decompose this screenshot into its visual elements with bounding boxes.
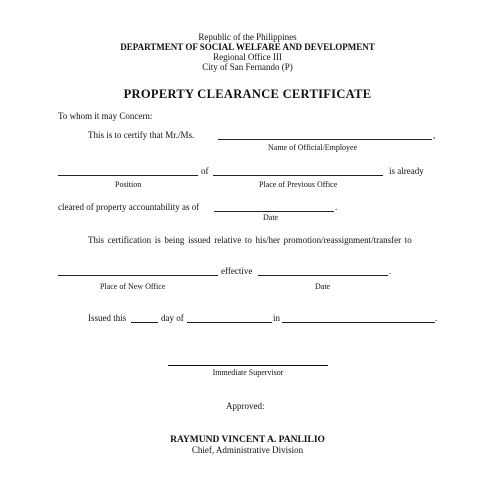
is-already-text: is already <box>389 166 424 176</box>
department-name: DEPARTMENT OF SOCIAL WELFARE AND DEVELOPMENT <box>120 42 375 52</box>
new-office-caption: Place of New Office <box>100 282 166 291</box>
certify-comma: , <box>433 130 436 140</box>
supervisor-caption: Immediate Supervisor <box>212 368 284 377</box>
name-blank[interactable] <box>218 139 432 140</box>
new-office-blank[interactable] <box>58 275 218 276</box>
page-title: PROPERTY CLEARANCE CERTIFICATE <box>123 87 372 101</box>
previous-office-blank[interactable] <box>213 175 383 176</box>
effective-date-blank[interactable] <box>258 275 388 276</box>
regional-office: Regional Office III <box>213 52 282 62</box>
effective-period: . <box>389 266 392 276</box>
name-caption: Name of Official/Employee <box>268 143 358 152</box>
issued-this-text: Issued this <box>88 313 127 323</box>
issued-period: . <box>435 313 438 323</box>
approved-label: Approved: <box>226 401 265 411</box>
supervisor-signature-line[interactable] <box>168 365 328 366</box>
day-of-text: day of <box>161 313 184 323</box>
effective-text: effective <box>221 266 253 276</box>
previous-office-caption: Place of Previous Office <box>259 180 338 189</box>
salutation: To whom it may Concern: <box>58 111 153 121</box>
place-blank[interactable] <box>282 322 435 323</box>
cleared-date-caption: Date <box>263 213 279 222</box>
position-blank[interactable] <box>58 175 198 176</box>
approver-title: Chief, Administrative Division <box>191 445 304 455</box>
effective-date-caption: Date <box>315 282 331 291</box>
position-caption: Position <box>115 180 142 189</box>
of-text: of <box>201 166 209 176</box>
cleared-date-blank[interactable] <box>214 211 334 212</box>
in-text: in <box>273 313 281 323</box>
city-line: City of San Fernando (P) <box>202 62 293 72</box>
republic-line: Republic of the Philippines <box>198 32 297 42</box>
certify-text: This is to certify that Mr./Ms. <box>88 130 195 140</box>
month-blank[interactable] <box>187 322 272 323</box>
approver-name: RAYMUND VINCENT A. PANLILIO <box>170 435 325 445</box>
cleared-text: cleared of property accountability as of <box>58 202 200 212</box>
day-blank[interactable] <box>131 322 158 323</box>
issued-relative-text: This certification is being issued relative to his/her promotion/reassignment/transfer to <box>88 235 412 245</box>
cleared-period: . <box>335 202 338 212</box>
